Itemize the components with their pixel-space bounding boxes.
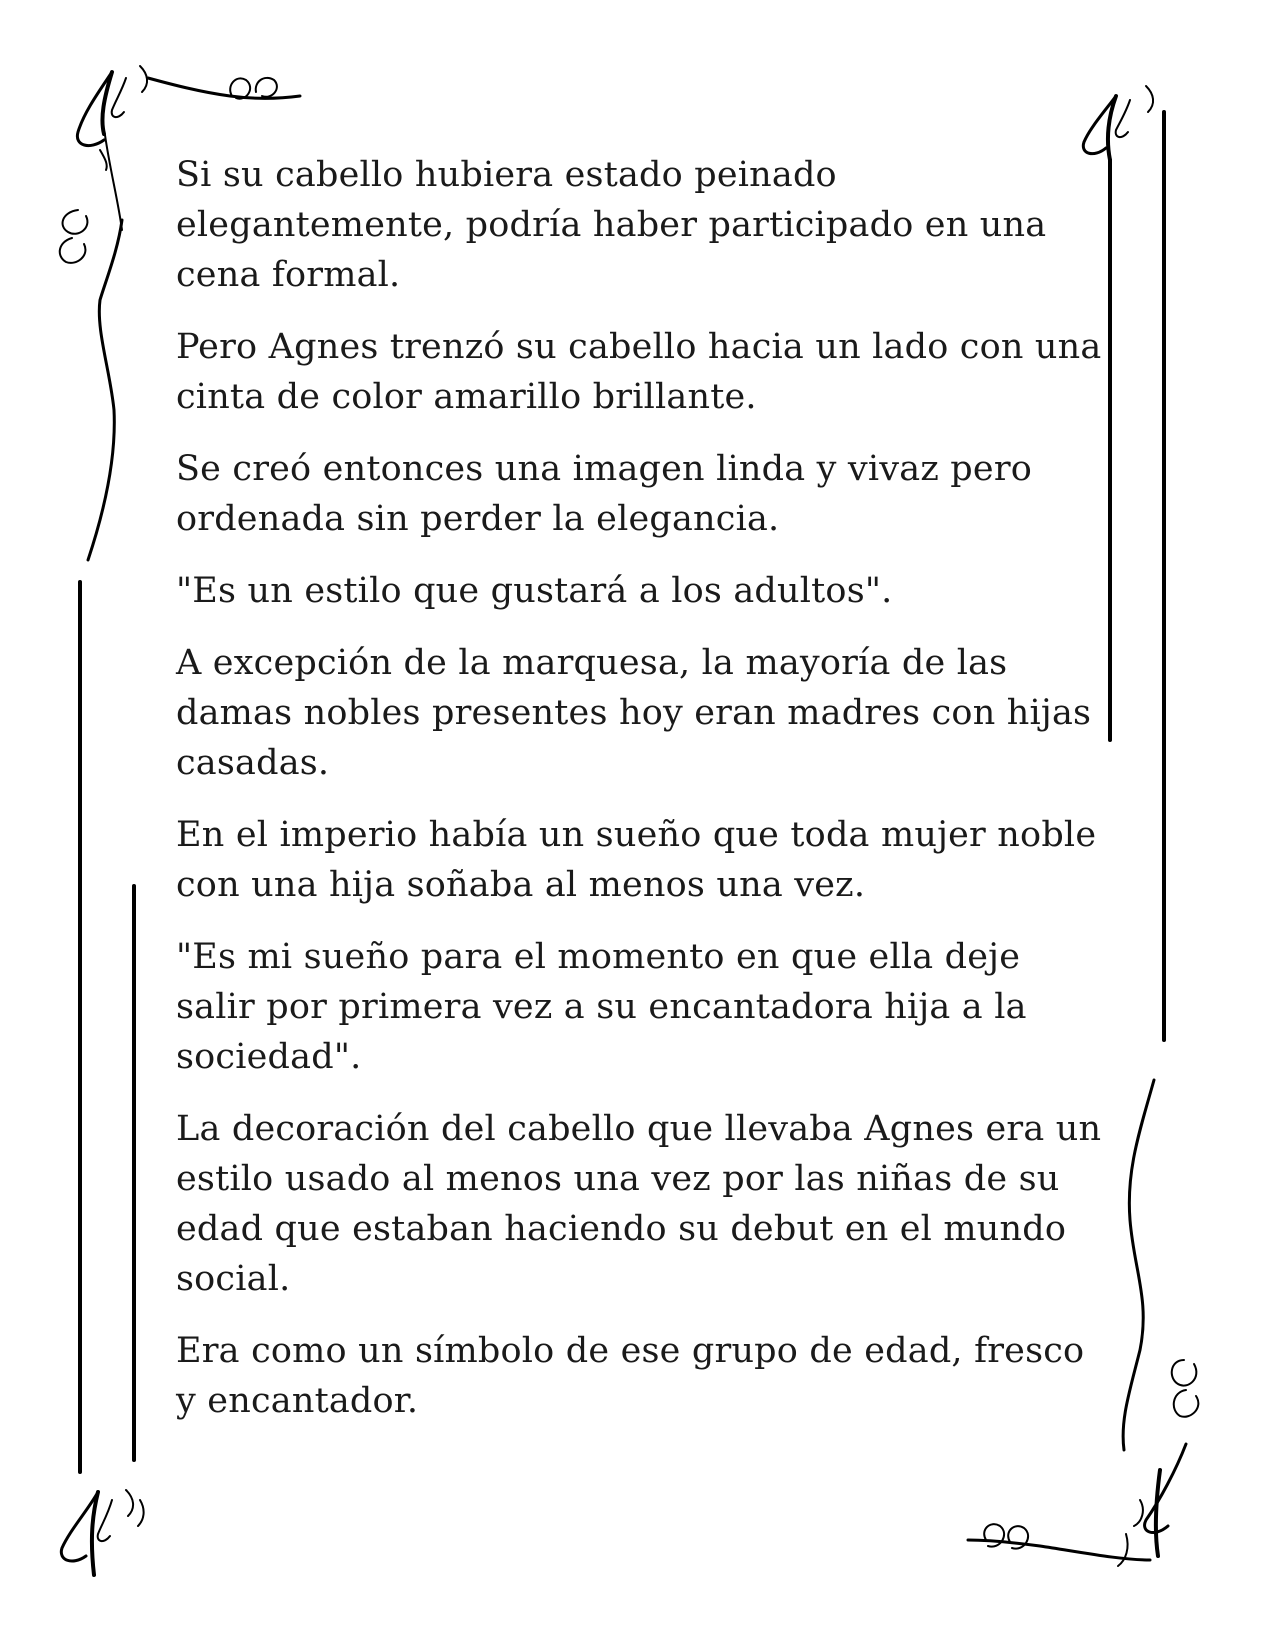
- paragraph: La decoración del cabello que llevaba Agnes era un estilo usado al menos una vez por las niñas de su edad que estaban haciendo su debut en el mundo social.: [176, 1109, 1102, 1299]
- paragraph: "Es mi sueño para el momento en que ella deje salir por primera vez a su encantadora hija a la sociedad".: [176, 937, 1027, 1077]
- paragraph: Se creó entonces una imagen linda y vivaz pero ordenada sin perder la elegancia.: [176, 449, 1033, 539]
- top-right-flourish-icon: [1083, 86, 1153, 160]
- paragraph: "Es un estilo que gustará a los adultos".: [176, 571, 893, 611]
- paragraph: A excepción de la marquesa, la mayoría de las damas nobles presentes hoy eran madres con hijas casadas.: [176, 643, 1092, 783]
- story-text: [176, 150, 1106, 1448]
- paragraph: Si su cabello hubiera estado peinado elegantemente, podría haber participado en una cena formal.: [176, 155, 1047, 295]
- paragraph: Pero Agnes trenzó su cabello hacia un lado con una cinta de color amarillo brillante.: [176, 327, 1102, 417]
- bottom-left-flourish-icon: [61, 1490, 143, 1575]
- paragraph: En el imperio había un sueño que toda mujer noble con una hija soñaba al menos una vez.: [176, 815, 1097, 905]
- paragraph: Era como un símbolo de ese grupo de edad, fresco y encantador.: [176, 1331, 1085, 1421]
